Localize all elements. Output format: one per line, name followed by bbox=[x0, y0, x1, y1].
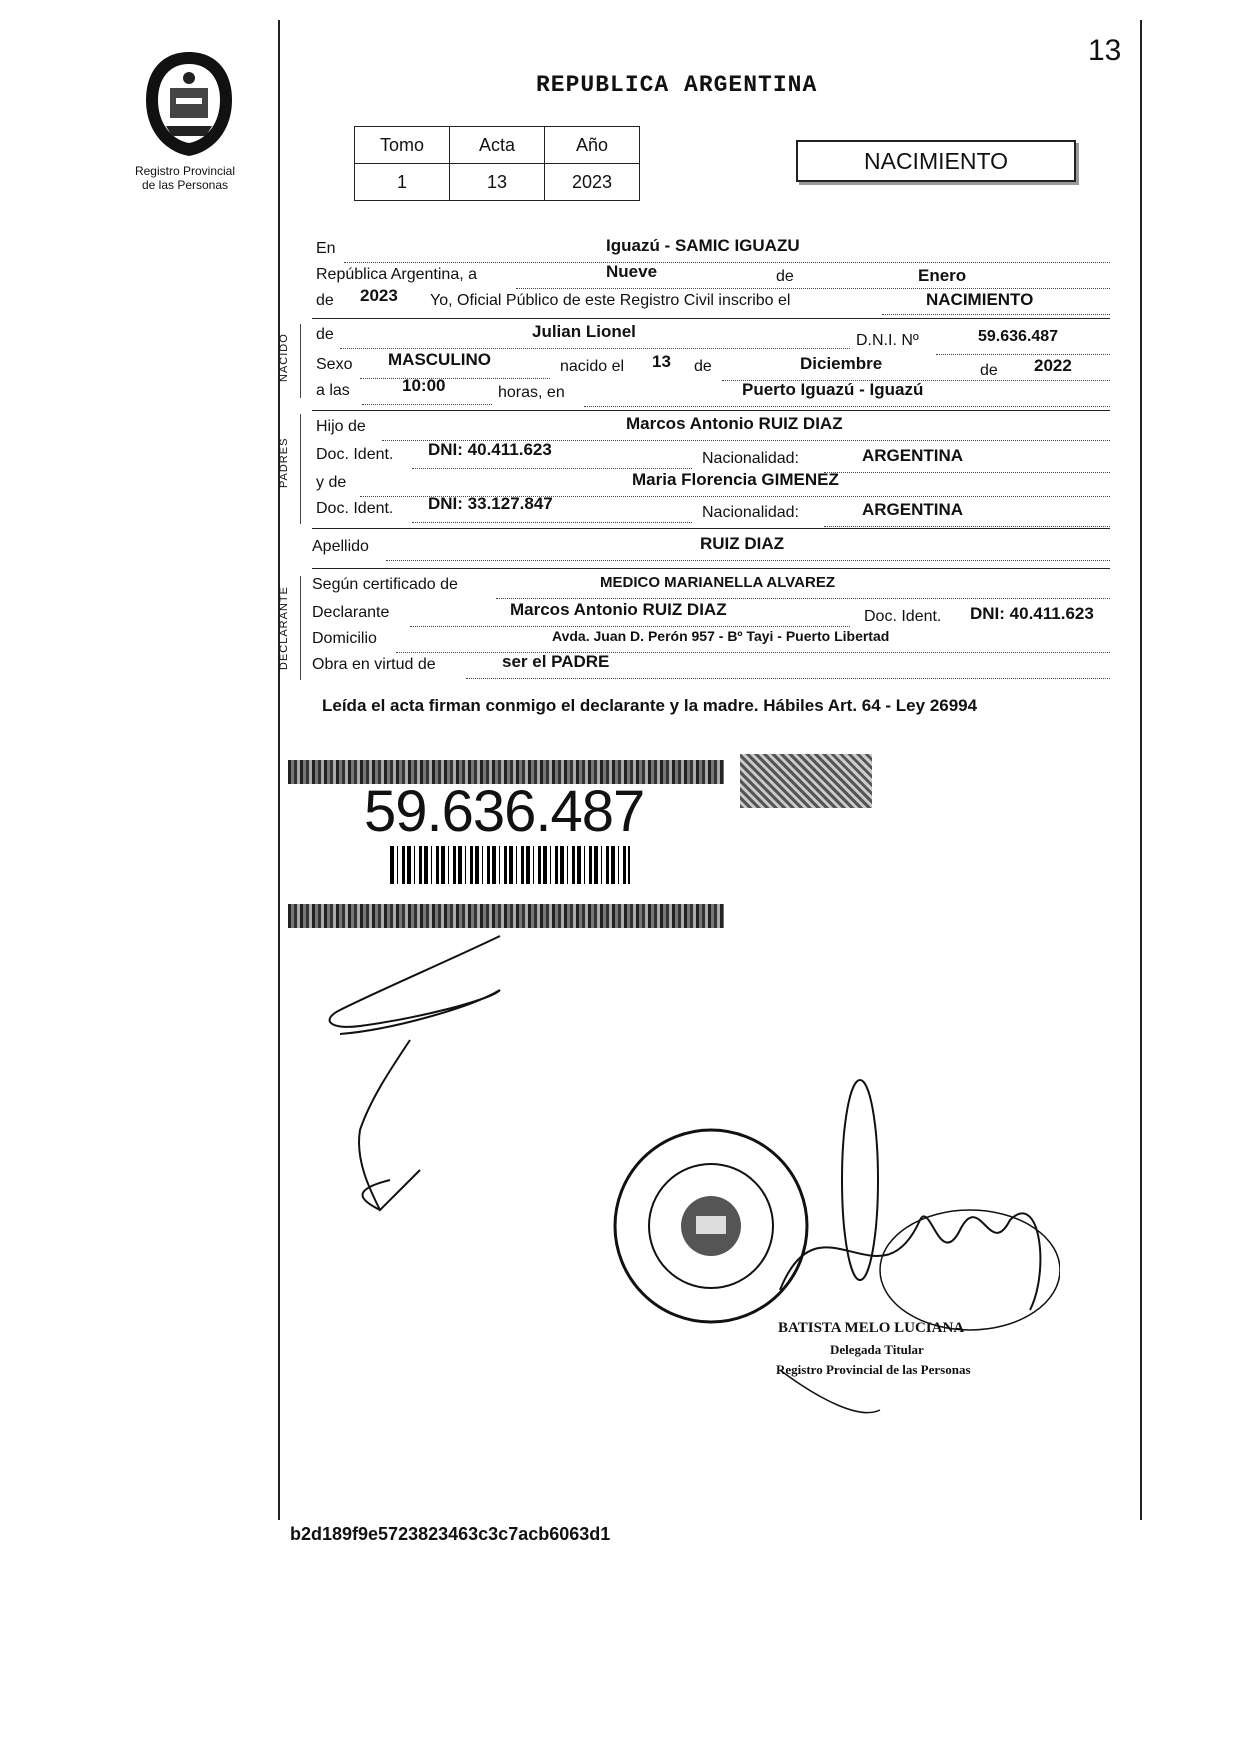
nacionalidad2-label: Nacionalidad: bbox=[702, 504, 799, 521]
dni-label: D.N.I. Nº bbox=[856, 332, 919, 349]
year-value: 2023 bbox=[360, 286, 398, 305]
declarante-side-label: DECLARANTE bbox=[278, 586, 290, 670]
padres-bracket bbox=[300, 414, 301, 524]
father-doc: DNI: 40.411.623 bbox=[428, 440, 552, 459]
left-margin-line bbox=[278, 20, 280, 1520]
page-number: 13 bbox=[1088, 34, 1122, 67]
father-value: Marcos Antonio RUIZ DIAZ bbox=[626, 414, 843, 433]
day-value: Nueve bbox=[606, 262, 658, 281]
nacido-bracket bbox=[300, 324, 301, 398]
de3-label: de bbox=[316, 326, 334, 343]
registry-label-line2: de las Personas bbox=[141, 178, 229, 192]
republica-label: República Argentina, a bbox=[316, 266, 477, 283]
declarante-value: Marcos Antonio RUIZ DIAZ bbox=[510, 600, 727, 619]
document-title: REPUBLICA ARGENTINA bbox=[536, 72, 818, 98]
tomo-acta-anio-table bbox=[354, 126, 640, 201]
y-de-label: y de bbox=[316, 474, 347, 491]
de4-label: de bbox=[694, 358, 712, 375]
a-las-label: a las bbox=[316, 382, 350, 399]
document-hash: b2d189f9e5723823463c3c7acb6063d1 bbox=[290, 1524, 611, 1544]
security-strip-bottom bbox=[288, 904, 724, 928]
segun-value: MEDICO MARIANELLA ALVAREZ bbox=[600, 574, 835, 591]
horas-en-label: horas, en bbox=[498, 384, 565, 401]
signatory-name: BATISTA MELO LUCIANA bbox=[778, 1320, 965, 1336]
signatory-role: Delegada Titular bbox=[830, 1342, 924, 1357]
nacionalidad-label: Nacionalidad: bbox=[702, 450, 799, 467]
en-label: En bbox=[316, 240, 336, 257]
de5-label: de bbox=[980, 362, 998, 379]
apellido-value: RUIZ DIAZ bbox=[700, 534, 785, 553]
doc-ident-label: Doc. Ident. bbox=[316, 446, 394, 463]
name-value: Julian Lionel bbox=[532, 322, 636, 341]
tomo-value: 1 bbox=[355, 164, 450, 201]
sexo-value: MASCULINO bbox=[388, 350, 491, 369]
inscribe-value: NACIMIENTO bbox=[926, 290, 1034, 309]
declarante-bracket bbox=[300, 576, 301, 680]
hijo-de-label: Hijo de bbox=[316, 418, 366, 435]
dni-value: 59.636.487 bbox=[978, 328, 1059, 345]
segun-label: Según certificado de bbox=[312, 576, 458, 593]
doc-ident3-label: Doc. Ident. bbox=[864, 608, 942, 625]
mother-nat: ARGENTINA bbox=[862, 500, 964, 519]
nacido-side-label: NACIDO bbox=[278, 333, 290, 382]
misiones-coat-of-arms-logo bbox=[140, 48, 238, 160]
acta-header: Acta bbox=[450, 127, 545, 164]
divider-1 bbox=[312, 318, 1110, 319]
sexo-label: Sexo bbox=[316, 356, 353, 373]
de2-label: de bbox=[316, 292, 334, 309]
obra-label: Obra en virtud de bbox=[312, 656, 436, 673]
divider-4 bbox=[312, 568, 1110, 569]
de-label: de bbox=[776, 268, 794, 285]
divider-3 bbox=[312, 528, 1110, 529]
leida-text: Leída el acta firman conmigo el declarante y la madre. Hábiles Art. 64 - Ley 26994 bbox=[322, 696, 978, 715]
tomo-header: Tomo bbox=[355, 127, 450, 164]
barcode bbox=[390, 846, 630, 884]
mother-doc: DNI: 33.127.847 bbox=[428, 494, 553, 513]
father-nat: ARGENTINA bbox=[862, 446, 964, 465]
padres-side-label: PADRES bbox=[278, 437, 290, 488]
registry-label-line1: Registro Provincial bbox=[134, 164, 236, 178]
declarante-doc: DNI: 40.411.623 bbox=[970, 604, 1094, 623]
obra-value: ser el PADRE bbox=[502, 652, 610, 671]
signatory-org: Registro Provincial de las Personas bbox=[776, 1362, 971, 1377]
acta-value: 13 bbox=[450, 164, 545, 201]
birth-day: 13 bbox=[652, 352, 671, 371]
oficial-text: Yo, Oficial Público de este Registro Civil inscribo el bbox=[430, 292, 791, 309]
registry-label bbox=[120, 164, 250, 192]
hologram-seal bbox=[740, 754, 872, 808]
en-value: Iguazú - SAMIC IGUAZU bbox=[606, 236, 800, 255]
domicilio-value: Avda. Juan D. Perón 957 - Bº Tayi - Puerto Libertad bbox=[552, 628, 890, 644]
declarant-signature bbox=[300, 930, 540, 1230]
doc-ident2-label: Doc. Ident. bbox=[316, 500, 394, 517]
birth-year: 2022 bbox=[1034, 356, 1072, 375]
anio-header: Año bbox=[545, 127, 640, 164]
domicilio-label: Domicilio bbox=[312, 630, 377, 647]
right-margin-line bbox=[1140, 20, 1142, 1520]
apellido-label: Apellido bbox=[312, 538, 369, 555]
mother-value: Maria Florencia GIMENEZ bbox=[632, 470, 839, 489]
anio-value: 2023 bbox=[545, 164, 640, 201]
birth-month: Diciembre bbox=[800, 354, 883, 373]
record-type-box: NACIMIENTO bbox=[796, 140, 1076, 182]
hour-value: 10:00 bbox=[402, 376, 446, 395]
sticker-number: 59.636.487 bbox=[364, 779, 645, 844]
divider-2 bbox=[312, 410, 1110, 411]
month-value: Enero bbox=[918, 266, 967, 285]
declarante-label: Declarante bbox=[312, 604, 390, 621]
nacido-el-label: nacido el bbox=[560, 358, 625, 375]
place-value: Puerto Iguazú - Iguazú bbox=[742, 380, 924, 399]
